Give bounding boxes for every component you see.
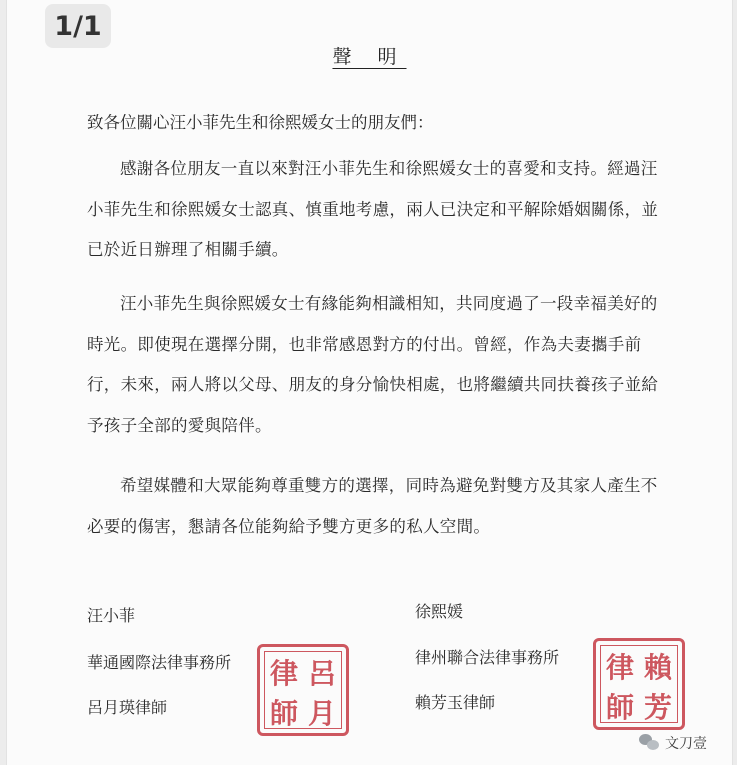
signature-left-lawyer: 呂月瑛律師	[87, 698, 168, 717]
paragraph-2: 汪小菲先生與徐熙媛女士有緣能夠相識相知，共同度過了一段幸福美好的時光。即使現在選擇分開，也非常感恩對方的付出。曾經，作為夫妻攜手前行，未來，兩人將以父母、朋友的身分愉快相處，也將繼續共同扶養孩子並給予孩子全部的愛與陪伴。	[87, 294, 659, 435]
watermark	[639, 733, 707, 753]
watermark-text: 文刀壹	[665, 736, 707, 752]
signature-left-firm: 華通國際法律事務所	[87, 653, 232, 672]
signature-right-firm: 律州聯合法律事務所	[415, 648, 560, 667]
seal-char: 師	[605, 691, 634, 724]
lawyer-seal-left	[257, 644, 349, 736]
seal-char: 師	[269, 697, 298, 730]
seal-char: 芳	[643, 691, 672, 724]
signature-right-lawyer: 賴芳玉律師	[415, 693, 496, 712]
seal-char: 律	[605, 651, 634, 684]
page-indicator: 1/1	[45, 4, 111, 48]
signature-right-name: 徐熙媛	[415, 602, 464, 621]
lawyer-seal-right	[593, 638, 685, 730]
salutation: 致各位關心汪小菲先生和徐熙媛女士的朋友們：	[87, 113, 434, 132]
signature-left-name: 汪小菲	[87, 606, 136, 625]
document-page	[6, 0, 733, 765]
wechat-icon	[639, 734, 659, 752]
document-title: 聲 明	[332, 46, 407, 68]
seal-char: 賴	[643, 651, 672, 684]
seal-char: 律	[269, 657, 298, 690]
paragraph-3: 希望媒體和大眾能夠尊重雙方的選擇，同時為避免對雙方及其家人產生不必要的傷害，懇請各位能夠給予雙方更多的私人空間。	[87, 476, 658, 536]
paragraph-1: 感謝各位朋友一直以來對汪小菲先生和徐熙媛女士的喜愛和支持。經過汪小菲先生和徐熙媛女士認真、慎重地考慮，兩人已決定和平解除婚姻關係，並已於近日辦理了相關手續。	[87, 159, 659, 259]
seal-char: 月	[307, 697, 336, 730]
seal-char: 呂	[307, 657, 336, 690]
